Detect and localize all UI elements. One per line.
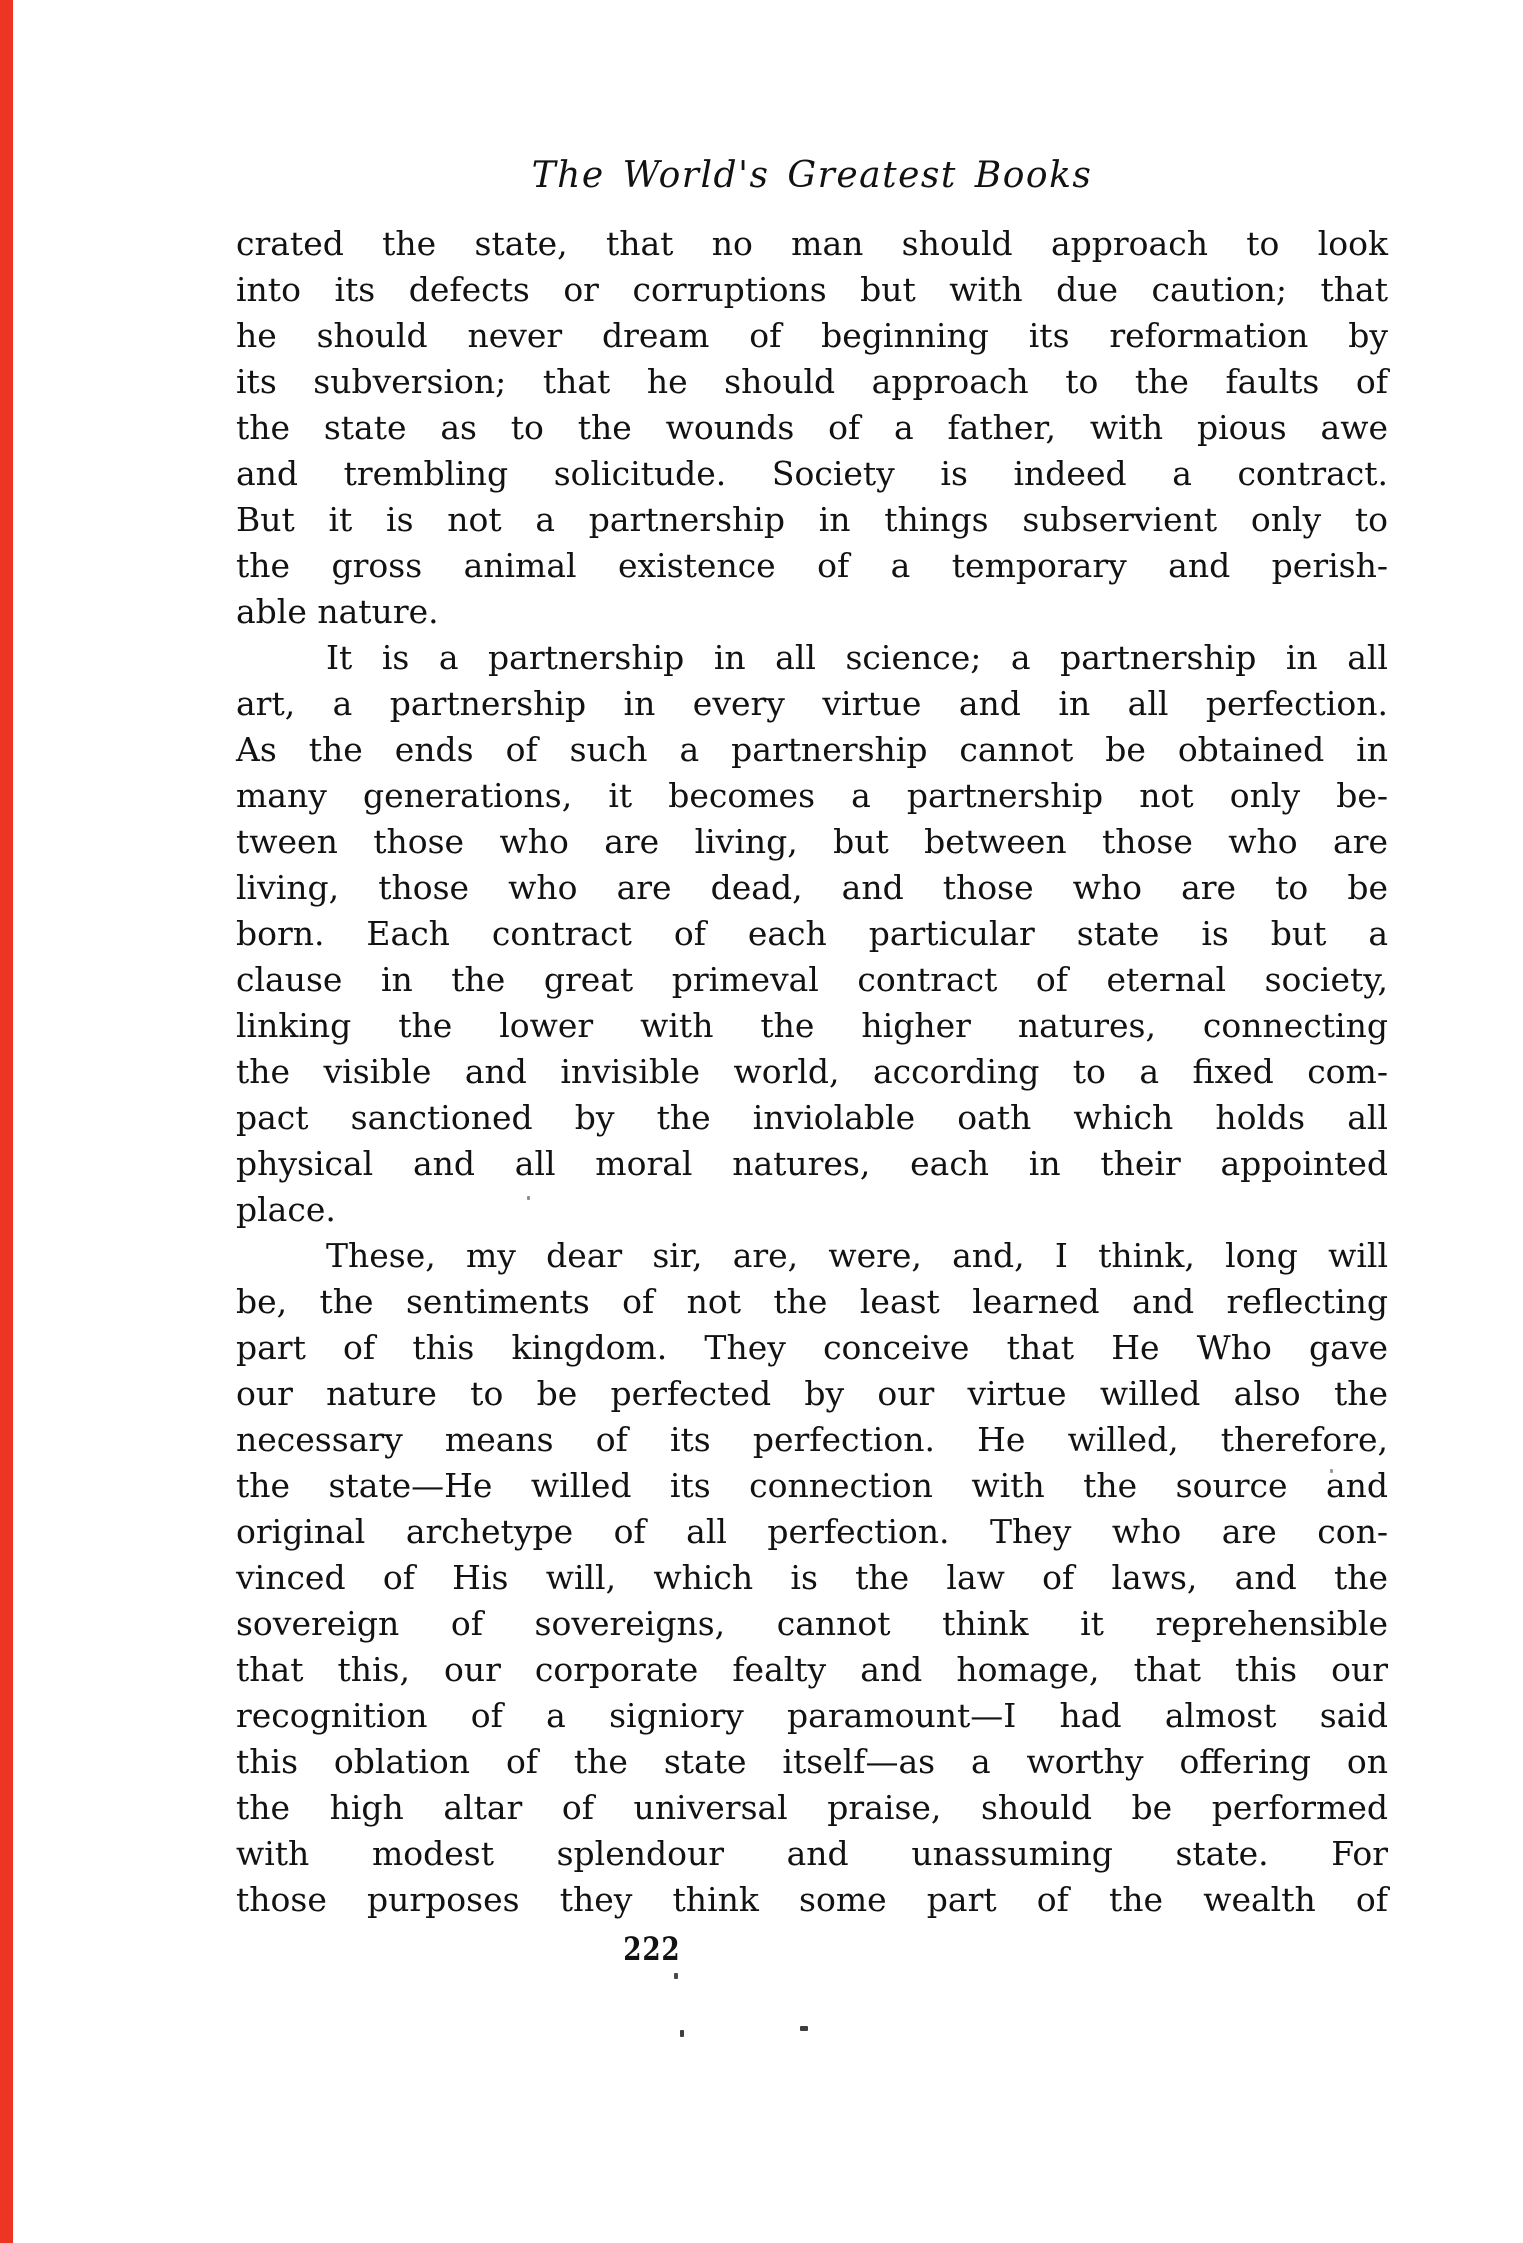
text-line: recognition of a signiory paramount—I had almost said [236,1696,1388,1735]
text-line: It is a partnership in all science; a partnership in all [326,638,1388,677]
text-line: physical and all moral natures, each in their appointed [236,1144,1388,1183]
text-line: and trembling solicitude. Society is indeed a contract. [236,454,1388,493]
page-body [236,221,1388,1923]
text-line: this oblation of the state itself—as a worthy offering on [236,1742,1388,1781]
text-line: necessary means of its perfection. He willed, therefore, [236,1420,1388,1459]
text-line: linking the lower with the higher natures, connecting [236,1006,1388,1045]
text-line: the state—He willed its connection with the source and [236,1466,1388,1505]
text-line: into its defects or corruptions but with due caution; that [236,270,1388,309]
text-line: living, those who are dead, and those who are to be [236,868,1388,907]
scan-speck [674,1973,678,1979]
scan-speck [800,2026,808,2031]
text-line: with modest splendour and unassuming state. For [236,1834,1388,1873]
scan-speck [527,1196,530,1200]
text-line: he should never dream of beginning its reformation by [236,316,1388,355]
text-line: able nature. [236,592,439,631]
text-line: the visible and invisible world, according to a fixed com- [236,1052,1388,1091]
text-line: its subversion; that he should approach to the faults of [236,362,1388,401]
text-line: born. Each contract of each particular state is but a [236,914,1388,953]
scan-speck [1330,1469,1333,1473]
text-line: that this, our corporate fealty and homage, that this our [236,1650,1388,1689]
scan-speck [680,2030,684,2037]
text-line: art, a partnership in every virtue and in all perfection. [236,684,1388,723]
text-line: pact sanctioned by the inviolable oath which holds all [236,1098,1388,1137]
scan-edge-stripe [0,0,13,2243]
text-line: clause in the great primeval contract of eternal society, [236,960,1388,999]
text-line: crated the state, that no man should approach to look [236,224,1388,263]
text-line: the state as to the wounds of a father, with pious awe [236,408,1388,447]
text-line: the gross animal existence of a temporary and perish- [236,546,1388,585]
text-line: our nature to be perfected by our virtue willed also the [236,1374,1388,1413]
running-header: The World's Greatest Books [531,155,1093,196]
text-line: original archetype of all perfection. They who are con- [236,1512,1388,1551]
text-line: be, the sentiments of not the least learned and reflecting [236,1282,1388,1321]
text-line: many generations, it becomes a partnership not only be- [236,776,1388,815]
text-line: These, my dear sir, are, were, and, I think, long will [326,1236,1388,1275]
text-line: those purposes they think some part of the wealth of [236,1880,1388,1919]
text-line: tween those who are living, but between those who are [236,822,1388,861]
text-line: vinced of His will, which is the law of laws, and the [236,1558,1388,1597]
text-line: sovereign of sovereigns, cannot think it reprehensible [236,1604,1388,1643]
text-line: place. [236,1190,336,1229]
text-line: But it is not a partnership in things subservient only to [236,500,1388,539]
text-line: As the ends of such a partnership cannot be obtained in [236,730,1388,769]
text-line: part of this kingdom. They conceive that He Who gave [236,1328,1388,1367]
text-line: the high altar of universal praise, should be performed [236,1788,1388,1827]
page-number: 222 [623,1930,681,1968]
